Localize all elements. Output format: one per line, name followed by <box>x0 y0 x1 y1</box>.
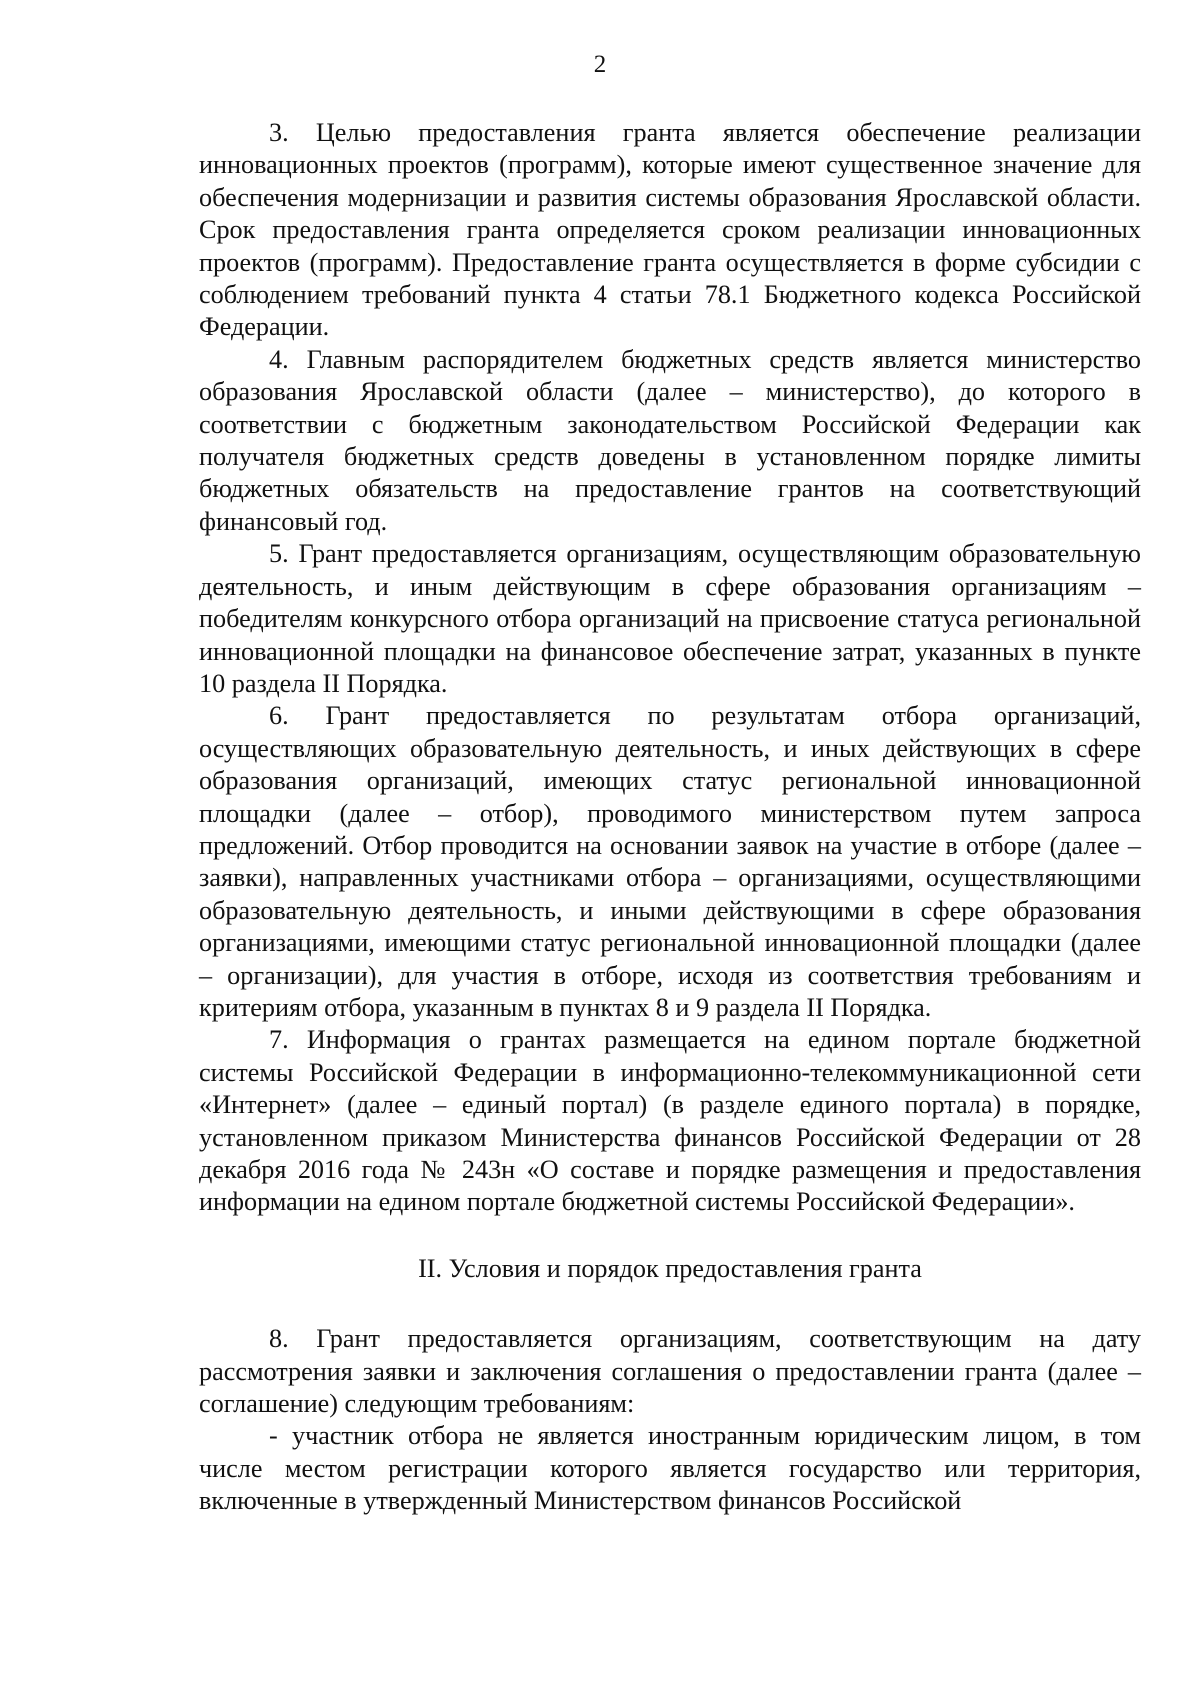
section-heading: II. Условия и порядок предоставления гранта <box>418 1253 922 1283</box>
paragraph-7: 7. Информация о грантах размещается на едином портале бюджетной системы Российской Федерации в информационно-телекоммуникационной сети «Интернет» (далее – единый портал) (в разделе единого портала) в порядке, установленном приказом Министерства финансов Российской Федерации от 28 декабря 2016 года № 243н «О составе и порядке размещения и предоставления информации на едином портале бюджетной системы Российской Федерации». <box>199 1025 1141 1217</box>
paragraph-4: 4. Главным распорядителем бюджетных средств является министерство образования Ярославской области (далее – министерство), до которого в соответствии с бюджетным законодательством Российской Федерации как получателя бюджетных средств доведены в установленном порядке лимиты бюджетных обязательств на предоставление грантов на соответствующий финансовый год. <box>199 344 1141 536</box>
paragraph-8-item: - участник отбора не является иностранным юридическим лицом, в том числе местом регистрации которого является государство или территория, включенные в утвержденный Министерством финансов Российской <box>199 1421 1141 1516</box>
page-number: 2 <box>593 51 607 78</box>
paragraph-8: 8. Грант предоставляется организациям, соответствующим на дату рассмотрения заявки и заключения соглашения о предоставлении гранта (далее – соглашение) следующим требованиям: <box>199 1324 1141 1419</box>
document-body <box>199 117 1141 1518</box>
paragraph-3: 3. Целью предоставления гранта является обеспечение реализации инновационных проектов (программ), которые имеют существенное значение для обеспечения модернизации и развития системы образования Ярославской области. Срок предоставления гранта определяется сроком реализации инновационных проектов (программ). Предоставление гранта осуществляется в форме субсидии с соблюдением требований пункта 4 статьи 78.1 Бюджетного кодекса Российской Федерации. <box>199 118 1141 342</box>
paragraph-6: 6. Грант предоставляется по результатам отбора организаций, осуществляющих образовательную деятельность, и иных действующих в сфере образования организаций, имеющих статус региональной инновационной площадки (далее – отбор), проводимого министерством путем запроса предложений. Отбор проводится на основании заявок на участие в отборе (далее – заявки), направленных участниками отбора – организациями, осуществляющими образовательную деятельность, и иными действующими в сфере образования организациями, имеющими статус региональной инновационной площадки (далее – организации), для участия в отборе, исходя из соответствия требованиям и критериям отбора, указанным в пунктах 8 и 9 раздела II Порядка. <box>199 701 1141 1022</box>
paragraph-5: 5. Грант предоставляется организациям, осуществляющим образовательную деятельность, и иным действующим в сфере образования организациям – победителям конкурсного отбора организаций на присвоение статуса региональной инновационной площадки на финансовое обеспечение затрат, указанных в пункте 10 раздела II Порядка. <box>199 539 1141 698</box>
